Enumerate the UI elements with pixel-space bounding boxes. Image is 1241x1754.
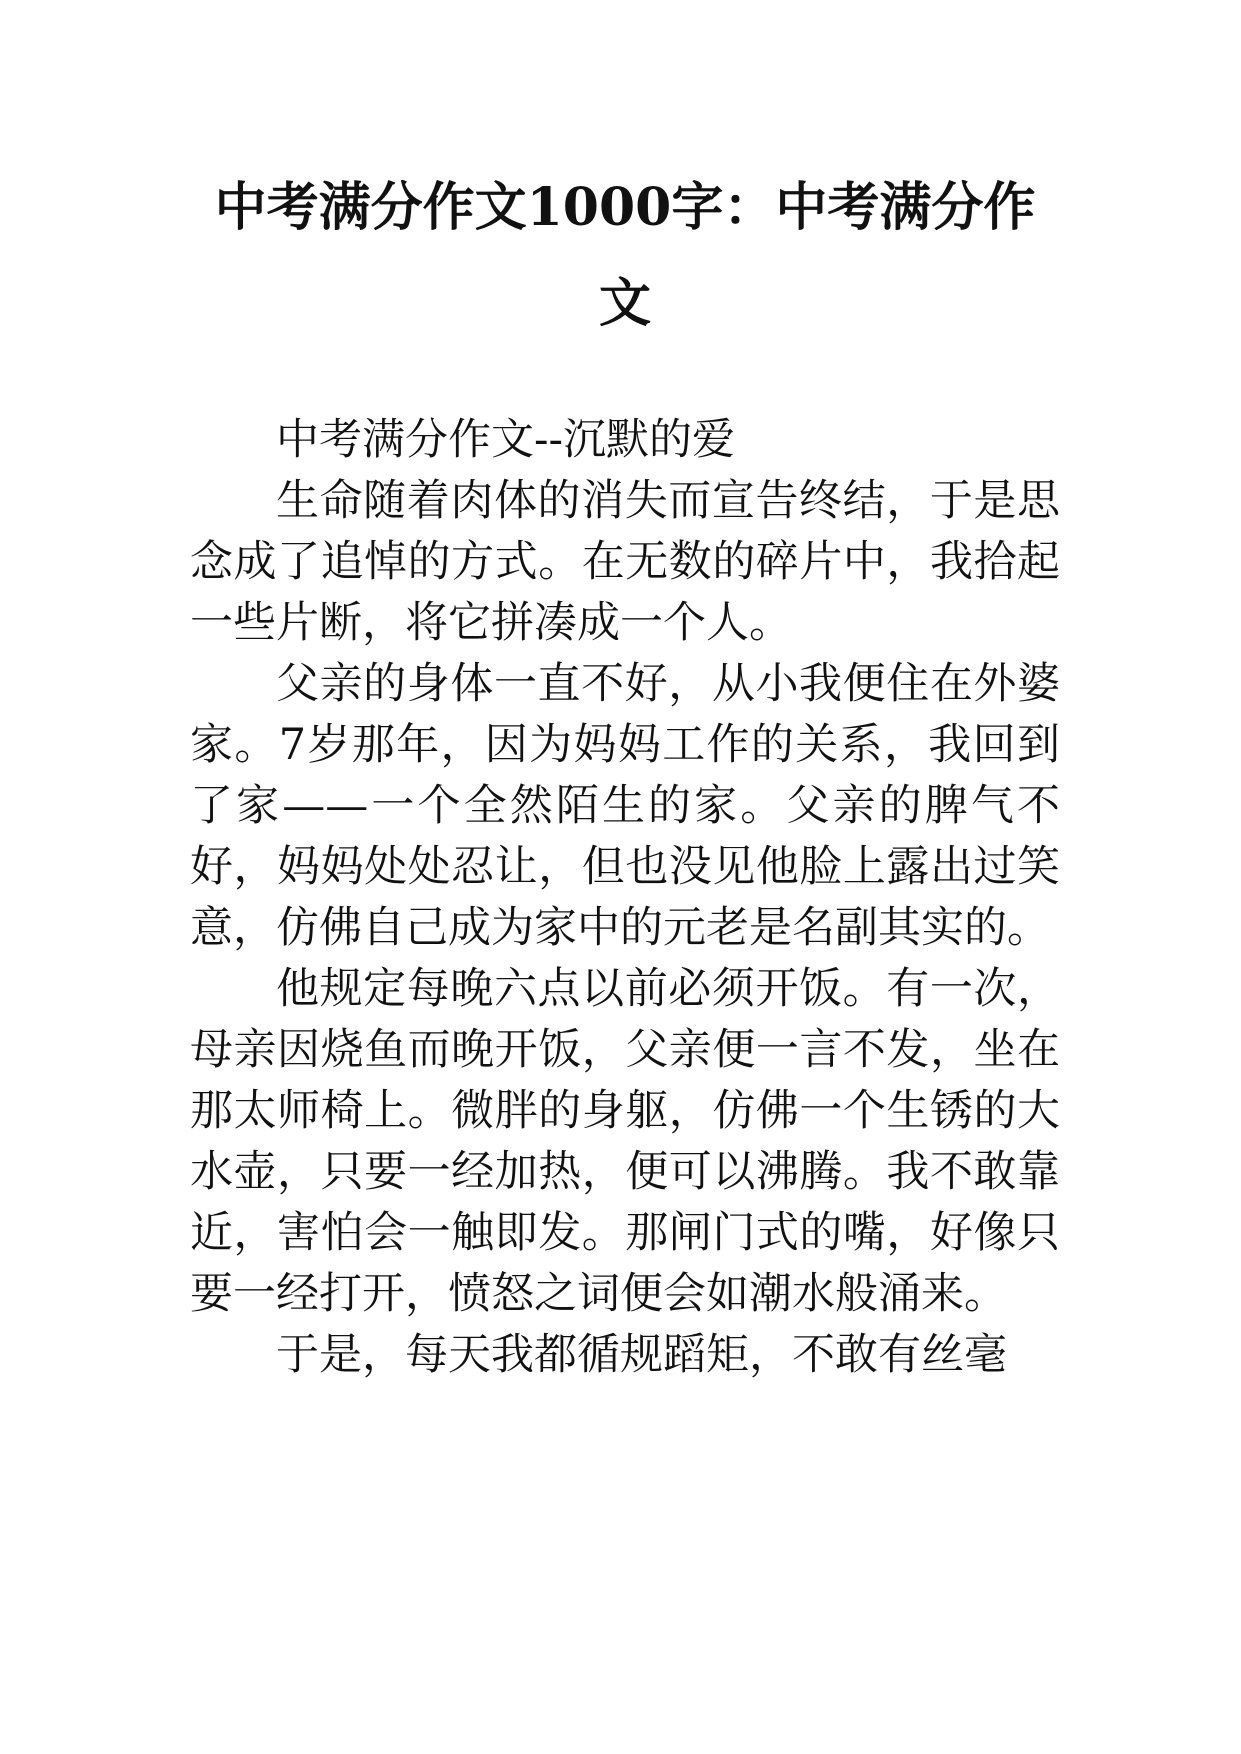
- paragraph: 生命随着肉体的消失而宣告终结，于是思念成了追悼的方式。在无数的碎片中，我拾起一些片断，将它拼凑成一个人。: [190, 476, 1060, 648]
- paragraph: 于是，每天我都循规蹈矩，不敢有丝毫: [276, 1330, 1007, 1380]
- paragraph-subtitle: 中考满分作文--沉默的爱: [276, 415, 736, 465]
- paragraph: 父亲的身体一直不好，从小我便住在外婆家。7岁那年，因为妈妈工作的关系，我回到了家——一个全然陌生的家。父亲的脾气不好，妈妈处处忍让，但也没见他脸上露出过笑意，仿佛自己成为家中的元老是名副其实的。: [190, 659, 1060, 953]
- document-body: [190, 410, 1060, 1386]
- paragraph: 他规定每晚六点以前必须开饭。有一次，母亲因烧鱼而晚开饭，父亲便一言不发，坐在那太师椅上。微胖的身躯，仿佛一个生锈的大水壶，只要一经加热，便可以沸腾。我不敢靠近，害怕会一触即发。那闸门式的嘴，好像只要一经打开，愤怒之词便会如潮水般涌来。: [190, 964, 1060, 1319]
- document-title: 中考满分作文1000字：中考满分作文: [214, 177, 1036, 334]
